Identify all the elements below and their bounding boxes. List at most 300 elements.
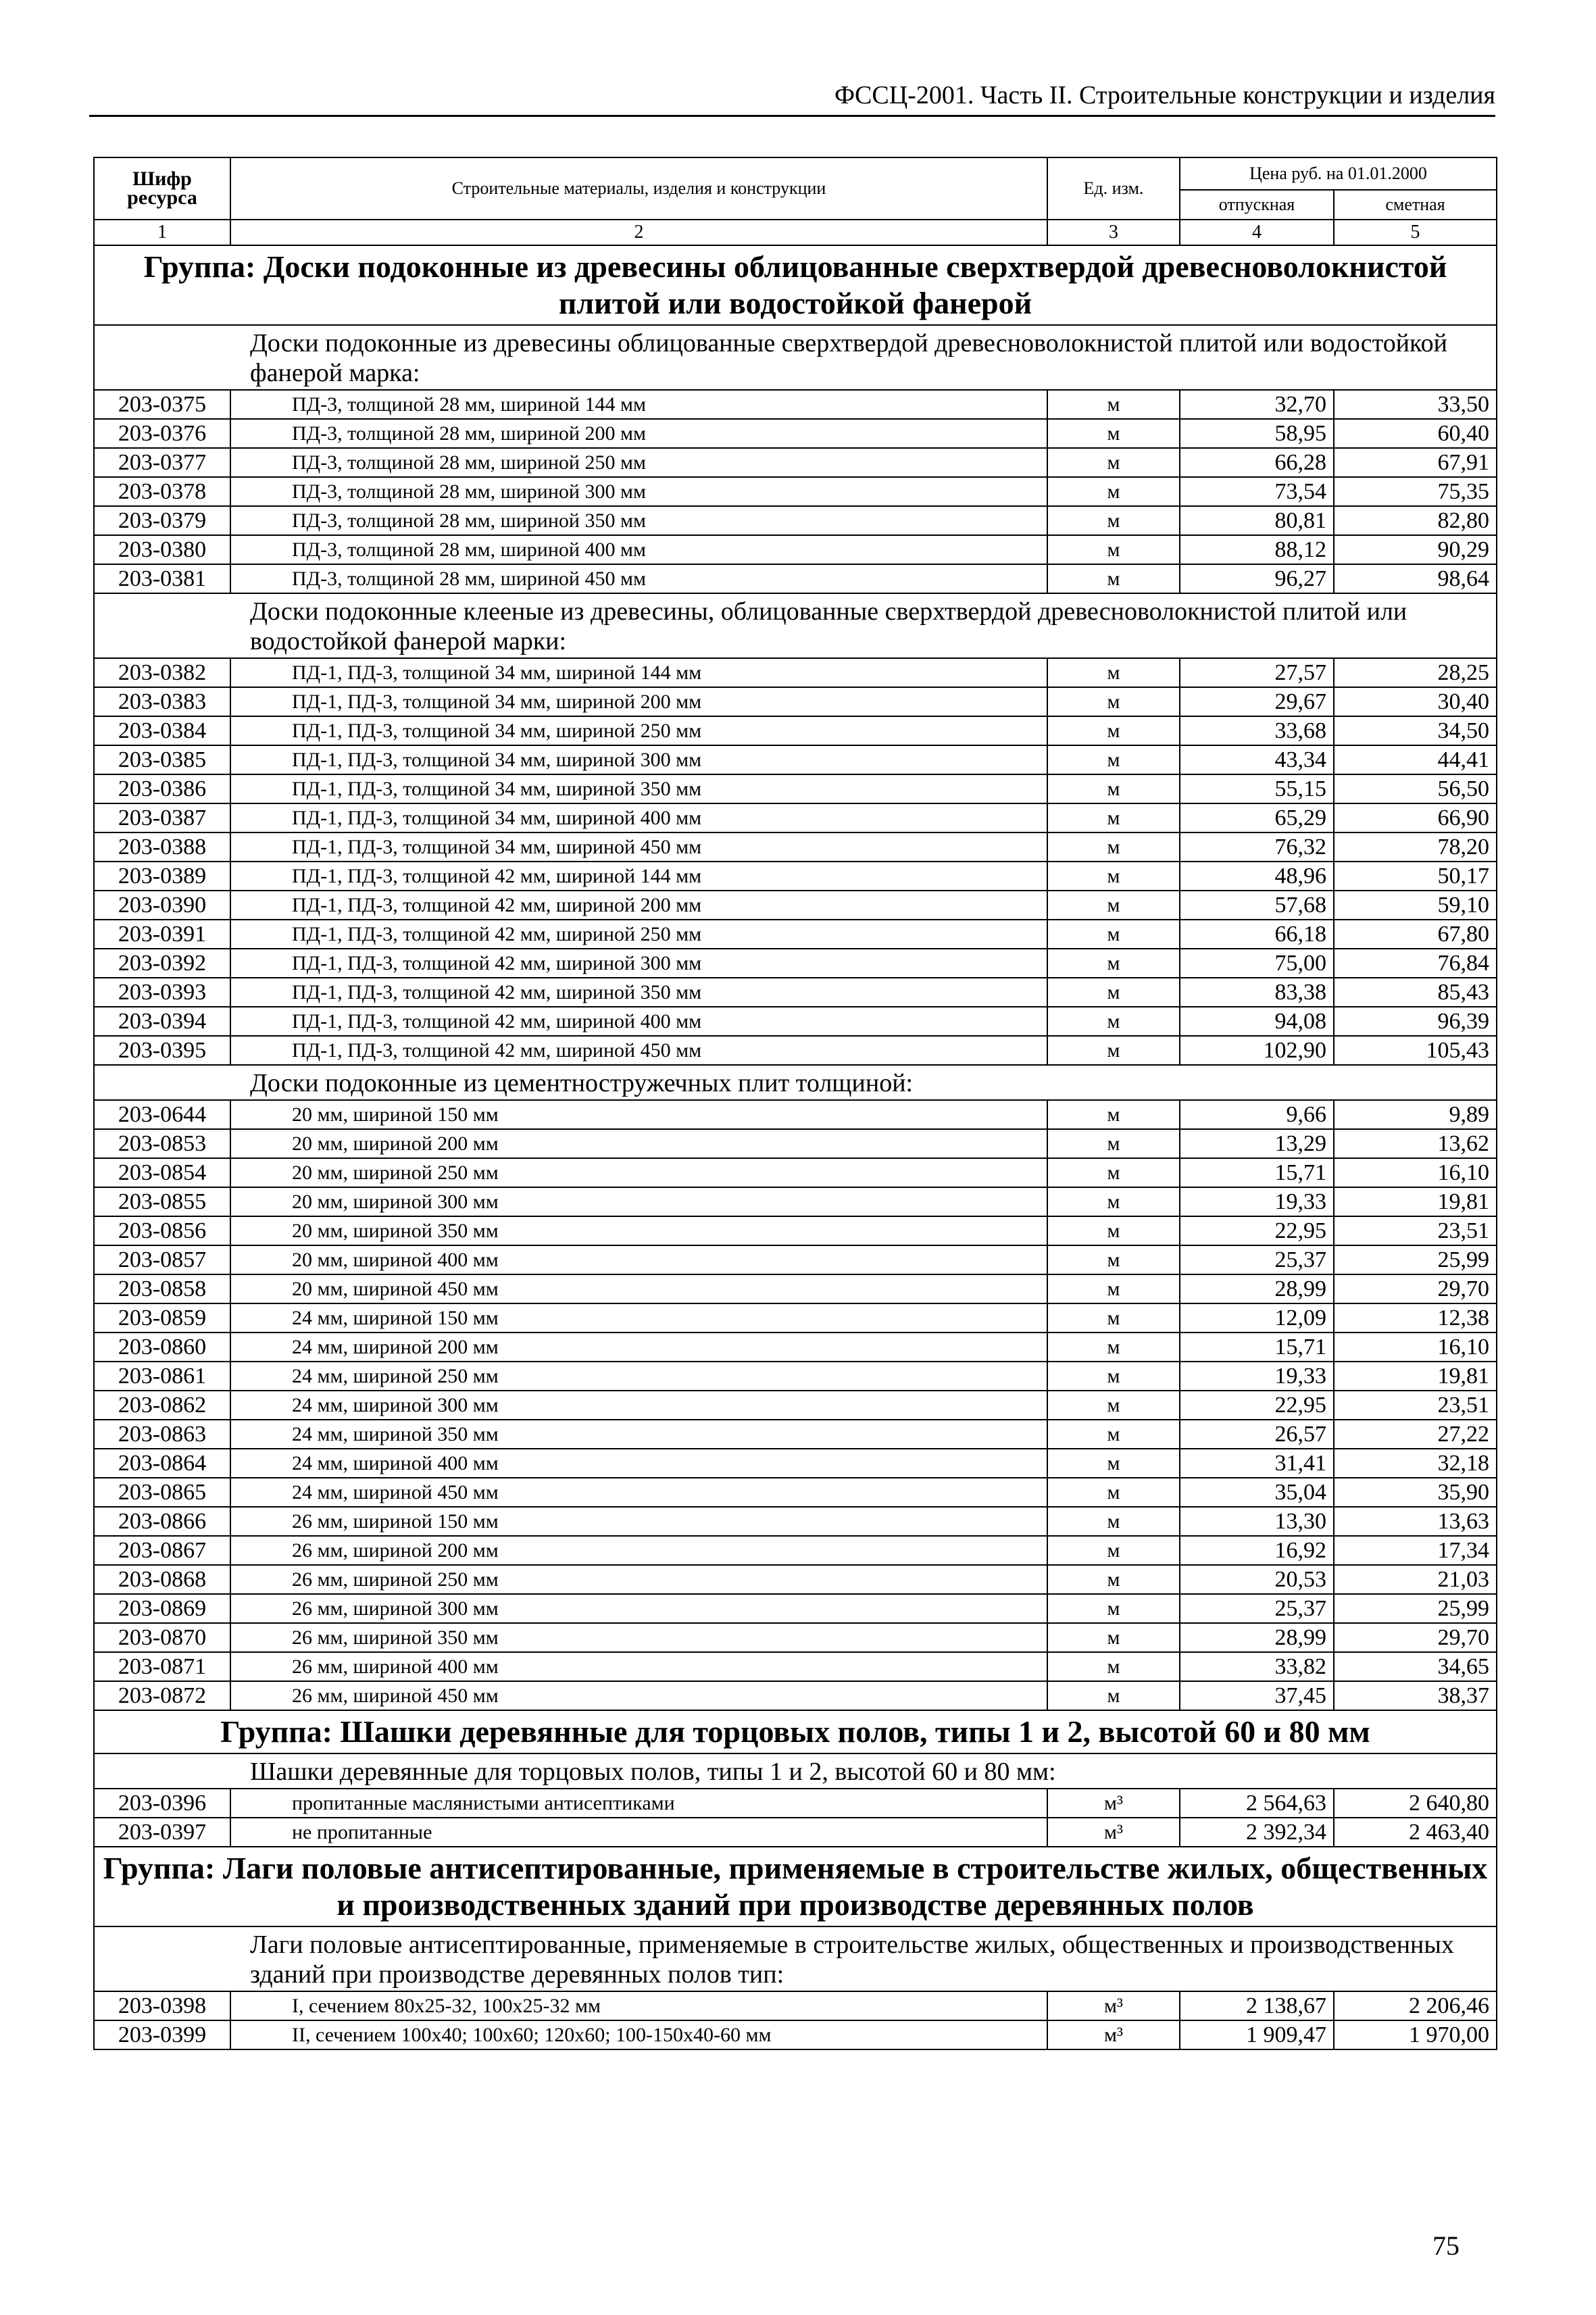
material-name: 26 мм, шириной 250 мм [230,1565,1047,1594]
unit-of-measure: м [1047,448,1180,477]
resource-code: 203-0860 [94,1333,230,1362]
table-row [94,745,1497,774]
resource-code: 203-0388 [94,832,230,862]
material-name: ПД-1, ПД-3, толщиной 34 мм, шириной 144 мм [230,658,1047,687]
material-name: ПД-1, ПД-3, толщиной 42 мм, шириной 250 мм [230,920,1047,949]
material-name: ПД-1, ПД-3, толщиной 34 мм, шириной 200 мм [230,687,1047,716]
unit-of-measure: м³ [1047,2020,1180,2049]
price-release: 15,71 [1180,1333,1334,1362]
resource-code: 203-0378 [94,477,230,506]
price-estimate: 9,89 [1334,1100,1497,1129]
price-estimate: 13,62 [1334,1129,1497,1158]
price-estimate: 13,63 [1334,1507,1497,1536]
table-row [94,1478,1497,1507]
resource-code: 203-0383 [94,687,230,716]
resource-code: 203-0393 [94,978,230,1007]
price-estimate: 35,90 [1334,1478,1497,1507]
resource-code: 203-0398 [94,1991,230,2020]
resource-code: 203-0381 [94,564,230,593]
material-name: ПД-3, толщиной 28 мм, шириной 200 мм [230,419,1047,448]
unit-of-measure: м [1047,1333,1180,1362]
table-row [94,1216,1497,1245]
price-estimate: 32,18 [1334,1449,1497,1478]
price-estimate: 17,34 [1334,1536,1497,1565]
price-release: 75,00 [1180,949,1334,978]
unit-of-measure: м [1047,1245,1180,1274]
resource-code: 203-0864 [94,1449,230,1478]
resource-code: 203-0389 [94,862,230,891]
price-release: 73,54 [1180,477,1334,506]
table-row [94,658,1497,687]
unit-of-measure: м [1047,774,1180,803]
unit-of-measure: м [1047,1158,1180,1187]
column-number: 4 [1180,220,1334,245]
material-name: 26 мм, шириной 350 мм [230,1623,1047,1652]
price-estimate: 21,03 [1334,1565,1497,1594]
table-row [94,1681,1497,1710]
unit-of-measure: м [1047,1449,1180,1478]
table-row [94,477,1497,506]
unit-of-measure: м [1047,506,1180,535]
unit-of-measure: м [1047,564,1180,593]
unit-of-measure: м [1047,535,1180,564]
subsection-title: Доски подоконные из цементностружечных плит толщиной: [94,1065,1497,1100]
group-title-row [94,245,1497,325]
price-estimate: 60,40 [1334,419,1497,448]
material-name: ПД-1, ПД-3, толщиной 34 мм, шириной 400 мм [230,803,1047,832]
group-title: Группа: Шашки деревянные для торцовых полов, типы 1 и 2, высотой 60 и 80 мм [94,1710,1497,1753]
material-name: 26 мм, шириной 150 мм [230,1507,1047,1536]
price-estimate: 16,10 [1334,1333,1497,1362]
material-name: 20 мм, шириной 450 мм [230,1274,1047,1303]
price-release: 66,28 [1180,448,1334,477]
price-release: 19,33 [1180,1187,1334,1216]
price-estimate: 44,41 [1334,745,1497,774]
table-row [94,448,1497,477]
table-row [94,2020,1497,2049]
price-release: 29,67 [1180,687,1334,716]
resource-code: 203-0854 [94,1158,230,1187]
table-row [94,390,1497,419]
price-estimate: 2 640,80 [1334,1789,1497,1818]
material-name: ПД-1, ПД-3, толщиной 42 мм, шириной 300 мм [230,949,1047,978]
table-row [94,1507,1497,1536]
price-estimate: 2 463,40 [1334,1818,1497,1847]
table-row [94,949,1497,978]
material-name: ПД-3, толщиной 28 мм, шириной 400 мм [230,535,1047,564]
price-release: 13,29 [1180,1129,1334,1158]
price-estimate: 105,43 [1334,1036,1497,1065]
price-release: 43,34 [1180,745,1334,774]
unit-of-measure: м [1047,1100,1180,1129]
material-name: 24 мм, шириной 250 мм [230,1362,1047,1391]
material-name: 26 мм, шириной 300 мм [230,1594,1047,1623]
table-row [94,1100,1497,1129]
price-estimate: 23,51 [1334,1216,1497,1245]
price-release: 96,27 [1180,564,1334,593]
price-estimate: 50,17 [1334,862,1497,891]
resource-code: 203-0870 [94,1623,230,1652]
material-name: 20 мм, шириной 250 мм [230,1158,1047,1187]
column-number: 2 [230,220,1047,245]
material-name: ПД-1, ПД-3, толщиной 34 мм, шириной 300 мм [230,745,1047,774]
resource-code: 203-0871 [94,1652,230,1681]
material-name: 24 мм, шириной 350 мм [230,1420,1047,1449]
material-name: не пропитанные [230,1818,1047,1847]
unit-of-measure: м [1047,419,1180,448]
column-number: 5 [1334,220,1497,245]
unit-of-measure: м³ [1047,1818,1180,1847]
material-name: 24 мм, шириной 400 мм [230,1449,1047,1478]
table-row [94,1303,1497,1333]
resource-code: 203-0379 [94,506,230,535]
resource-code: 203-0399 [94,2020,230,2049]
price-estimate: 38,37 [1334,1681,1497,1710]
table-row [94,1333,1497,1362]
subsection-row [94,1065,1497,1100]
material-name: ПД-1, ПД-3, толщиной 34 мм, шириной 250 мм [230,716,1047,745]
table-row [94,1789,1497,1818]
running-title: ФССЦ-2001. Часть II. Строительные конструкции и изделия [89,80,1495,117]
subsection-title: Лаги половые антисептированные, применяемые в строительстве жилых, общественных и производственных зданий при производстве деревянных полов тип: [94,1926,1497,1991]
material-name: 20 мм, шириной 200 мм [230,1129,1047,1158]
resource-code: 203-0386 [94,774,230,803]
price-estimate: 78,20 [1334,832,1497,862]
table-row [94,1449,1497,1478]
price-estimate: 82,80 [1334,506,1497,535]
material-name: пропитанные маслянистыми антисептиками [230,1789,1047,1818]
table-row [94,832,1497,862]
material-name: ПД-3, толщиной 28 мм, шириной 250 мм [230,448,1047,477]
price-release: 102,90 [1180,1036,1334,1065]
table-row [94,1536,1497,1565]
material-name: 24 мм, шириной 200 мм [230,1333,1047,1362]
price-release: 20,53 [1180,1565,1334,1594]
price-estimate: 1 970,00 [1334,2020,1497,2049]
price-estimate: 19,81 [1334,1362,1497,1391]
price-release: 57,68 [1180,891,1334,920]
header-unit: Ед. изм. [1047,157,1180,220]
price-release: 9,66 [1180,1100,1334,1129]
unit-of-measure: м [1047,716,1180,745]
price-estimate: 23,51 [1334,1391,1497,1420]
price-estimate: 98,64 [1334,564,1497,593]
resource-code: 203-0867 [94,1536,230,1565]
column-number: 3 [1047,220,1180,245]
resource-code: 203-0862 [94,1391,230,1420]
unit-of-measure: м [1047,658,1180,687]
price-estimate: 25,99 [1334,1594,1497,1623]
header-price-estimate: сметная [1334,190,1497,220]
price-estimate: 90,29 [1334,535,1497,564]
header-price: Цена руб. на 01.01.2000 [1180,157,1497,190]
price-release: 19,33 [1180,1362,1334,1391]
table-row [94,687,1497,716]
price-release: 58,95 [1180,419,1334,448]
resource-code: 203-0382 [94,658,230,687]
price-estimate: 12,38 [1334,1303,1497,1333]
price-table [93,157,1497,2050]
resource-code: 203-0391 [94,920,230,949]
price-estimate: 75,35 [1334,477,1497,506]
table-row [94,1391,1497,1420]
subsection-title: Доски подоконные клееные из древесины, облицованные сверхтвердой древесноволокнистой плитой или водостойкой фанерой марки: [94,593,1497,658]
resource-code: 203-0866 [94,1507,230,1536]
unit-of-measure: м [1047,1036,1180,1065]
table-row [94,1036,1497,1065]
price-release: 26,57 [1180,1420,1334,1449]
resource-code: 203-0394 [94,1007,230,1036]
material-name: ПД-1, ПД-3, толщиной 42 мм, шириной 200 мм [230,891,1047,920]
table-row [94,1623,1497,1652]
unit-of-measure: м [1047,1652,1180,1681]
resource-code: 203-0858 [94,1274,230,1303]
material-name: 20 мм, шириной 350 мм [230,1216,1047,1245]
price-release: 76,32 [1180,832,1334,862]
table-row [94,1652,1497,1681]
price-estimate: 34,65 [1334,1652,1497,1681]
material-name: 20 мм, шириной 150 мм [230,1100,1047,1129]
material-name: ПД-1, ПД-3, толщиной 42 мм, шириной 400 мм [230,1007,1047,1036]
price-release: 48,96 [1180,862,1334,891]
price-estimate: 85,43 [1334,978,1497,1007]
price-estimate: 28,25 [1334,658,1497,687]
unit-of-measure: м [1047,1274,1180,1303]
subsection-row [94,1753,1497,1789]
table-row [94,862,1497,891]
price-release: 2 564,63 [1180,1789,1334,1818]
price-estimate: 29,70 [1334,1623,1497,1652]
resource-code: 203-0385 [94,745,230,774]
subsection-title: Доски подоконные из древесины облицованные сверхтвердой древесноволокнистой плитой или водостойкой фанерой марка: [94,325,1497,390]
resource-code: 203-0857 [94,1245,230,1274]
resource-code: 203-0376 [94,419,230,448]
unit-of-measure: м [1047,477,1180,506]
material-name: 20 мм, шириной 400 мм [230,1245,1047,1274]
table-row [94,1245,1497,1274]
resource-code: 203-0861 [94,1362,230,1391]
table-row [94,1565,1497,1594]
unit-of-measure: м [1047,1007,1180,1036]
table-row [94,1129,1497,1158]
price-release: 2 392,34 [1180,1818,1334,1847]
unit-of-measure: м [1047,1536,1180,1565]
price-estimate: 76,84 [1334,949,1497,978]
material-name: 24 мм, шириной 150 мм [230,1303,1047,1333]
material-name: 20 мм, шириной 300 мм [230,1187,1047,1216]
unit-of-measure: м [1047,745,1180,774]
price-estimate: 25,99 [1334,1245,1497,1274]
table-row [94,1594,1497,1623]
material-name: 26 мм, шириной 200 мм [230,1536,1047,1565]
table-row [94,716,1497,745]
material-name: ПД-3, толщиной 28 мм, шириной 450 мм [230,564,1047,593]
page-number: 75 [1432,2231,1460,2261]
unit-of-measure: м [1047,832,1180,862]
header-code: Шифр ресурса [94,157,230,220]
unit-of-measure: м [1047,1129,1180,1158]
price-estimate: 96,39 [1334,1007,1497,1036]
price-release: 25,37 [1180,1245,1334,1274]
unit-of-measure: м [1047,1216,1180,1245]
price-release: 55,15 [1180,774,1334,803]
material-name: ПД-3, толщиной 28 мм, шириной 300 мм [230,477,1047,506]
table-row [94,891,1497,920]
resource-code: 203-0872 [94,1681,230,1710]
price-release: 83,38 [1180,978,1334,1007]
group-title-row [94,1847,1497,1926]
unit-of-measure: м³ [1047,1789,1180,1818]
price-release: 13,30 [1180,1507,1334,1536]
price-estimate: 67,80 [1334,920,1497,949]
material-name: 26 мм, шириной 400 мм [230,1652,1047,1681]
table-row [94,978,1497,1007]
price-release: 88,12 [1180,535,1334,564]
column-number: 1 [94,220,230,245]
material-name: ПД-1, ПД-3, толщиной 42 мм, шириной 350 мм [230,978,1047,1007]
material-name: ПД-3, толщиной 28 мм, шириной 350 мм [230,506,1047,535]
subsection-row [94,1926,1497,1991]
table-row [94,803,1497,832]
price-release: 33,82 [1180,1652,1334,1681]
table-row [94,419,1497,448]
group-title-row [94,1710,1497,1753]
price-estimate: 59,10 [1334,891,1497,920]
price-release: 37,45 [1180,1681,1334,1710]
price-release: 2 138,67 [1180,1991,1334,2020]
material-name: 24 мм, шириной 300 мм [230,1391,1047,1420]
resource-code: 203-0375 [94,390,230,419]
header-price-release: отпускная [1180,190,1334,220]
resource-code: 203-0868 [94,1565,230,1594]
header-name: Строительные материалы, изделия и конструкции [230,157,1047,220]
unit-of-measure: м [1047,1478,1180,1507]
material-name: ПД-1, ПД-3, толщиной 42 мм, шириной 144 мм [230,862,1047,891]
price-estimate: 56,50 [1334,774,1497,803]
price-release: 66,18 [1180,920,1334,949]
table-row [94,920,1497,949]
resource-code: 203-0390 [94,891,230,920]
price-release: 32,70 [1180,390,1334,419]
unit-of-measure: м [1047,891,1180,920]
subsection-title: Шашки деревянные для торцовых полов, типы 1 и 2, высотой 60 и 80 мм: [94,1753,1497,1789]
price-release: 27,57 [1180,658,1334,687]
subsection-row [94,593,1497,658]
table-body [94,245,1497,2049]
table-row [94,1007,1497,1036]
resource-code: 203-0397 [94,1818,230,1847]
material-name: ПД-3, толщиной 28 мм, шириной 144 мм [230,390,1047,419]
price-release: 16,92 [1180,1536,1334,1565]
material-name: II, сечением 100х40; 100х60; 120х60; 100-150х40-60 мм [230,2020,1047,2049]
resource-code: 203-0863 [94,1420,230,1449]
material-name: 26 мм, шириной 450 мм [230,1681,1047,1710]
unit-of-measure: м [1047,862,1180,891]
resource-code: 203-0396 [94,1789,230,1818]
unit-of-measure: м [1047,1187,1180,1216]
price-estimate: 33,50 [1334,390,1497,419]
unit-of-measure: м³ [1047,1991,1180,2020]
price-release: 80,81 [1180,506,1334,535]
price-release: 28,99 [1180,1623,1334,1652]
price-release: 22,95 [1180,1391,1334,1420]
table-row [94,1274,1497,1303]
material-name: ПД-1, ПД-3, толщиной 34 мм, шириной 350 мм [230,774,1047,803]
price-release: 33,68 [1180,716,1334,745]
price-estimate: 66,90 [1334,803,1497,832]
table-row [94,1187,1497,1216]
price-release: 15,71 [1180,1158,1334,1187]
resource-code: 203-0387 [94,803,230,832]
price-release: 31,41 [1180,1449,1334,1478]
unit-of-measure: м [1047,1303,1180,1333]
table-row [94,535,1497,564]
resource-code: 203-0380 [94,535,230,564]
resource-code: 203-0384 [94,716,230,745]
unit-of-measure: м [1047,1594,1180,1623]
resource-code: 203-0377 [94,448,230,477]
unit-of-measure: м [1047,1565,1180,1594]
unit-of-measure: м [1047,1362,1180,1391]
unit-of-measure: м [1047,1391,1180,1420]
resource-code: 203-0865 [94,1478,230,1507]
material-name: 24 мм, шириной 450 мм [230,1478,1047,1507]
table-row [94,1818,1497,1847]
price-estimate: 29,70 [1334,1274,1497,1303]
unit-of-measure: м [1047,1623,1180,1652]
unit-of-measure: м [1047,687,1180,716]
price-release: 65,29 [1180,803,1334,832]
table-row [94,1991,1497,2020]
price-release: 25,37 [1180,1594,1334,1623]
price-release: 94,08 [1180,1007,1334,1036]
price-release: 35,04 [1180,1478,1334,1507]
table-row [94,1158,1497,1187]
price-estimate: 2 206,46 [1334,1991,1497,2020]
price-release: 28,99 [1180,1274,1334,1303]
table-row [94,564,1497,593]
resource-code: 203-0644 [94,1100,230,1129]
unit-of-measure: м [1047,390,1180,419]
unit-of-measure: м [1047,949,1180,978]
price-estimate: 27,22 [1334,1420,1497,1449]
material-name: I, сечением 80х25-32, 100х25-32 мм [230,1991,1047,2020]
resource-code: 203-0853 [94,1129,230,1158]
table-row [94,774,1497,803]
resource-code: 203-0856 [94,1216,230,1245]
price-release: 22,95 [1180,1216,1334,1245]
subsection-row [94,325,1497,390]
unit-of-measure: м [1047,803,1180,832]
price-estimate: 16,10 [1334,1158,1497,1187]
unit-of-measure: м [1047,1507,1180,1536]
price-release: 1 909,47 [1180,2020,1334,2049]
unit-of-measure: м [1047,978,1180,1007]
resource-code: 203-0395 [94,1036,230,1065]
price-release: 12,09 [1180,1303,1334,1333]
resource-code: 203-0859 [94,1303,230,1333]
table-row [94,1362,1497,1391]
resource-code: 203-0392 [94,949,230,978]
material-name: ПД-1, ПД-3, толщиной 34 мм, шириной 450 мм [230,832,1047,862]
price-estimate: 34,50 [1334,716,1497,745]
group-title: Группа: Доски подоконные из древесины облицованные сверхтвердой древесноволокнистой плитой или водостойкой фанерой [94,245,1497,325]
material-name: ПД-1, ПД-3, толщиной 42 мм, шириной 450 мм [230,1036,1047,1065]
unit-of-measure: м [1047,1420,1180,1449]
unit-of-measure: м [1047,1681,1180,1710]
resource-code: 203-0855 [94,1187,230,1216]
price-estimate: 19,81 [1334,1187,1497,1216]
